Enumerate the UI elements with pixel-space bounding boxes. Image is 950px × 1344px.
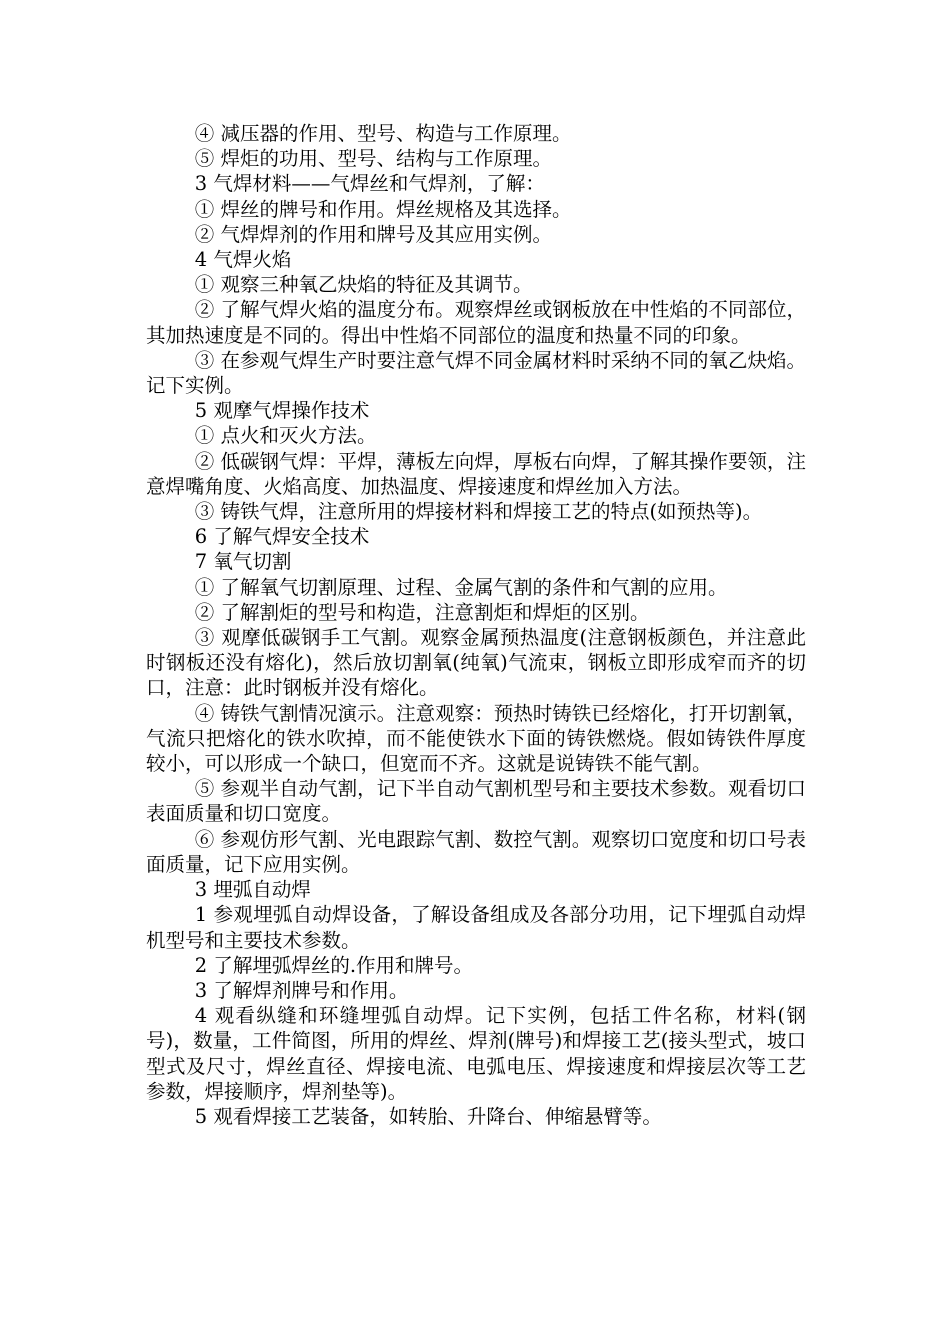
paragraph: ④ 铸铁气割情况演示。注意观察：预热时铸铁已经熔化，打开切割氧，气流只把熔化的铁水吹掉，而不能使铁水下面的铸铁燃烧。假如铸铁件厚度较小，可以形成一个缺口，但宽而不齐。这就是说铸铁不能气割。 xyxy=(146,701,806,776)
paragraph: 3 了解焊剂牌号和作用。 xyxy=(194,978,409,1002)
paragraph: ① 点火和灭火方法。 xyxy=(194,424,377,448)
paragraph: ⑤ 参观半自动气割，记下半自动气割机型号和主要技术参数。观看切口表面质量和切口宽度。 xyxy=(146,777,806,826)
paragraph: ③ 在参观气焊生产时要注意气焊不同金属材料时采纳不同的氧乙炔焰。记下实例。 xyxy=(146,348,806,398)
paragraph: ② 了解割炬的型号和构造，注意割炬和焊炬的区别。 xyxy=(194,600,650,624)
section-heading: 5 观摩气焊操作技术 xyxy=(194,399,370,423)
paragraph: ② 低碳钢气焊：平焊，薄板左向焊，厚板右向焊，了解其操作要领，注意焊嘴角度、火焰高度、加热温度、焊接速度和焊丝加入方法。 xyxy=(146,449,806,498)
document-body xyxy=(146,121,806,1129)
paragraph: ③ 铸铁气焊，注意所用的焊接材料和焊接工艺的特点(如预热等)。 xyxy=(194,500,763,524)
section-heading: 7 氧气切割 xyxy=(194,550,292,574)
paragraph: 2 了解埋弧焊丝的.作用和牌号。 xyxy=(194,953,474,977)
paragraph: ① 了解氧气切割原理、过程、金属气割的条件和气割的应用。 xyxy=(194,575,728,599)
section-heading: 6 了解气焊安全技术 xyxy=(194,525,370,549)
section-heading: 3 埋弧自动焊 xyxy=(194,878,311,902)
paragraph: 4 观看纵缝和环缝埋弧自动焊。记下实例，包括工件名称，材料(钢号)，数量，工件简图，所用的焊丝、焊剂(牌号)和焊接工艺(接头型式，坡口型式及尺寸，焊丝直径、焊接电流、电弧电压、焊接速度和焊接层次等工艺参数，焊接顺序，焊剂垫等)。 xyxy=(146,1004,806,1103)
paragraph: 5 观看焊接工艺装备，如转胎、升降台、伸缩悬臂等。 xyxy=(194,1104,662,1128)
section-heading: 4 气焊火焰 xyxy=(194,248,292,272)
paragraph: ② 了解气焊火焰的温度分布。观察焊丝或钢板放在中性焰的不同部位，其加热速度是不同的。得出中性焰不同部位的温度和热量不同的印象。 xyxy=(146,298,806,347)
section-heading: 3 气焊材料——气焊丝和气焊剂，了解： xyxy=(194,172,545,196)
paragraph: ⑥ 参观仿形气割、光电跟踪气割、数控气割。观察切口宽度和切口号表面质量，记下应用实例。 xyxy=(146,827,806,876)
paragraph: ⑤ 焊炬的功用、型号、结构与工作原理。 xyxy=(194,147,552,171)
paragraph: ③ 观摩低碳钢手工气割。观察金属预热温度(注意钢板颜色，并注意此时钢板还没有熔化)，然后放切割氧(纯氧)气流束，钢板立即形成窄而齐的切口，注意：此时钢板并没有熔化。 xyxy=(146,626,806,700)
paragraph: ① 观察三种氧乙炔焰的特征及其调节。 xyxy=(194,273,533,297)
paragraph: ② 气焊焊剂的作用和牌号及其应用实例。 xyxy=(194,222,552,246)
paragraph: ④ 减压器的作用、型号、构造与工作原理。 xyxy=(194,122,572,145)
paragraph: 1 参观埋弧自动焊设备，了解设备组成及各部分功用，记下埋弧自动焊机型号和主要技术参数。 xyxy=(146,903,806,952)
paragraph: ① 焊丝的牌号和作用。焊丝规格及其选择。 xyxy=(194,197,572,221)
